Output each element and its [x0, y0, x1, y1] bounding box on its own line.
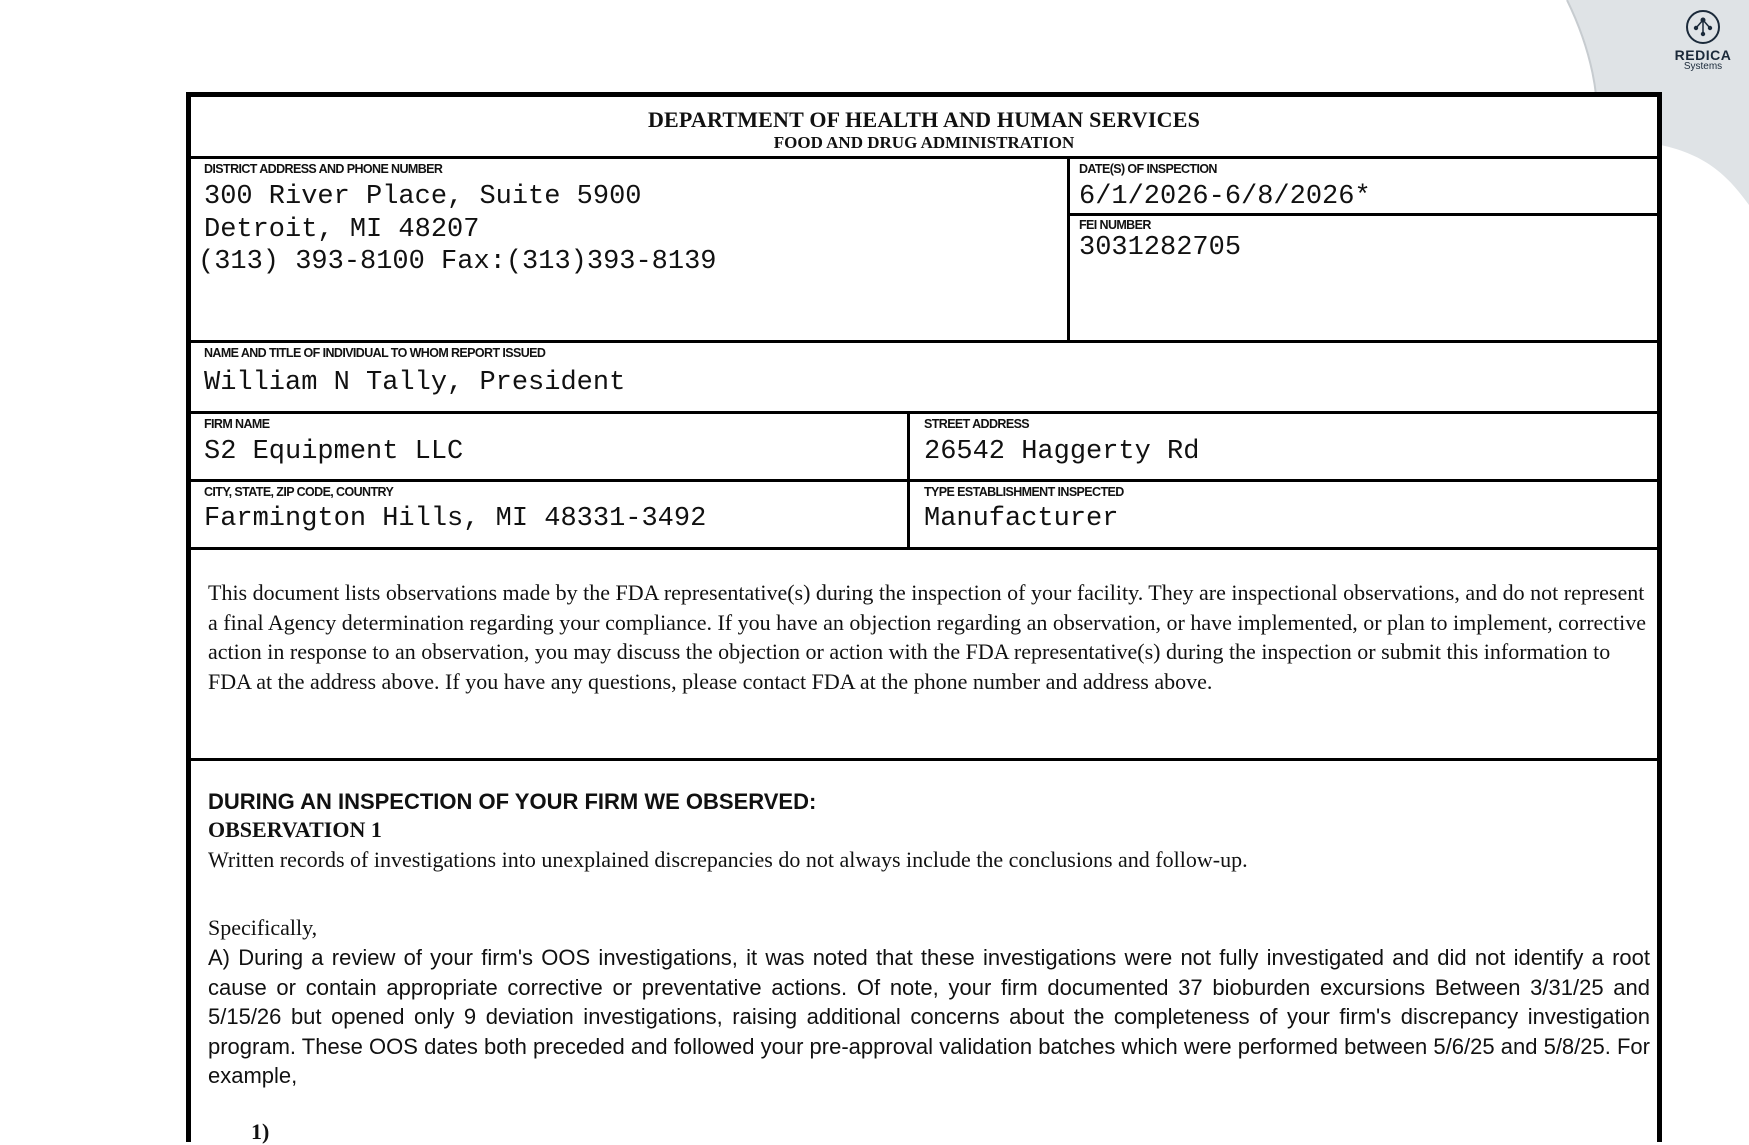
street-address-value: 26542 Haggerty Rd — [924, 437, 1200, 467]
recipient-value: William N Tally, President — [204, 368, 626, 398]
fei-number-value: 3031282705 — [1079, 233, 1242, 263]
inspection-dates-label: DATE(S) OF INSPECTION — [1079, 162, 1217, 176]
district-address-label: DISTRICT ADDRESS AND PHONE NUMBER — [204, 162, 443, 176]
city-state-zip-label: CITY, STATE, ZIP CODE, COUNTRY — [204, 485, 394, 499]
city-state-zip-value: Farmington Hills, MI 48331-3492 — [204, 504, 707, 534]
form-header-department: DEPARTMENT OF HEALTH AND HUMAN SERVICES — [647, 107, 1201, 132]
brand-name: REDICA — [1674, 47, 1732, 63]
divider — [191, 411, 1657, 414]
fda-483-form — [186, 92, 1662, 1142]
establishment-type-label: TYPE ESTABLISHMENT INSPECTED — [924, 485, 1124, 499]
firm-name-value: S2 Equipment LLC — [204, 437, 464, 467]
district-address-line2: Detroit, MI 48207 — [204, 215, 480, 245]
brand-subtitle: Systems — [1683, 61, 1723, 72]
specifically-label: Specifically, — [208, 915, 318, 940]
fei-number-label: FEI NUMBER — [1079, 218, 1151, 232]
recipient-label: NAME AND TITLE OF INDIVIDUAL TO WHOM REPORT ISSUED — [204, 346, 546, 360]
divider — [191, 340, 1657, 343]
street-address-label: STREET ADDRESS — [924, 417, 1030, 431]
observations-heading: DURING AN INSPECTION OF YOUR FIRM WE OBSERVED: — [208, 789, 817, 814]
observation-item-1-number: 1) — [251, 1119, 270, 1144]
observation-1-title: OBSERVATION 1 — [208, 817, 382, 842]
brand-logo — [1663, 8, 1743, 72]
district-address-line1: 300 River Place, Suite 5900 — [204, 182, 642, 212]
form-header-agency: FOOD AND DRUG ADMINISTRATION — [773, 133, 1075, 152]
divider — [191, 758, 1657, 761]
redica-logo-icon — [1684, 8, 1722, 46]
divider — [1069, 213, 1657, 216]
divider — [191, 547, 1657, 550]
inspection-dates-value: 6/1/2026-6/8/2026* — [1079, 182, 1371, 212]
firm-name-label: FIRM NAME — [204, 417, 270, 431]
district-phone-fax: (313) 393-8100 Fax:(313)393-8139 — [198, 247, 717, 277]
divider — [1067, 157, 1070, 340]
divider — [191, 479, 1657, 482]
establishment-type-value: Manufacturer — [924, 504, 1119, 534]
observation-1-text: Written records of investigations into unexplained discrepancies do not always include the conclusions and follow-up. — [208, 847, 1248, 872]
divider — [191, 156, 1657, 159]
observation-item-a: A) During a review of your firm's OOS investigations, it was noted that these investigations were not fully investigated and did not identify a root cause or contain appropriate corrective or preventative actions. Of note, your firm documented 37 bioburden excursions Between 3/31/25 and 5/15/26 but opened only 9 deviation investigations, raising additional concerns about the completeness of your firm's discrepancy investigation program. These OOS dates both preceded and followed your pre-approval validation batches which were performed between 5/6/25 and 5/8/25. For example, — [208, 945, 1650, 1088]
disclaimer-text: This document lists observations made by the FDA representative(s) during the inspection of your facility. They are inspectional observations, and do not represent a final Agency determination regarding your compliance. If you have an objection regarding an observation, or have implemented, or plan to implement, corrective action in response to an observation, you may discuss the objection or action with the FDA representative(s) during the inspection or submit this information to FDA at the address above. If you have any questions, please contact FDA at the phone number and address above. — [208, 580, 1647, 694]
